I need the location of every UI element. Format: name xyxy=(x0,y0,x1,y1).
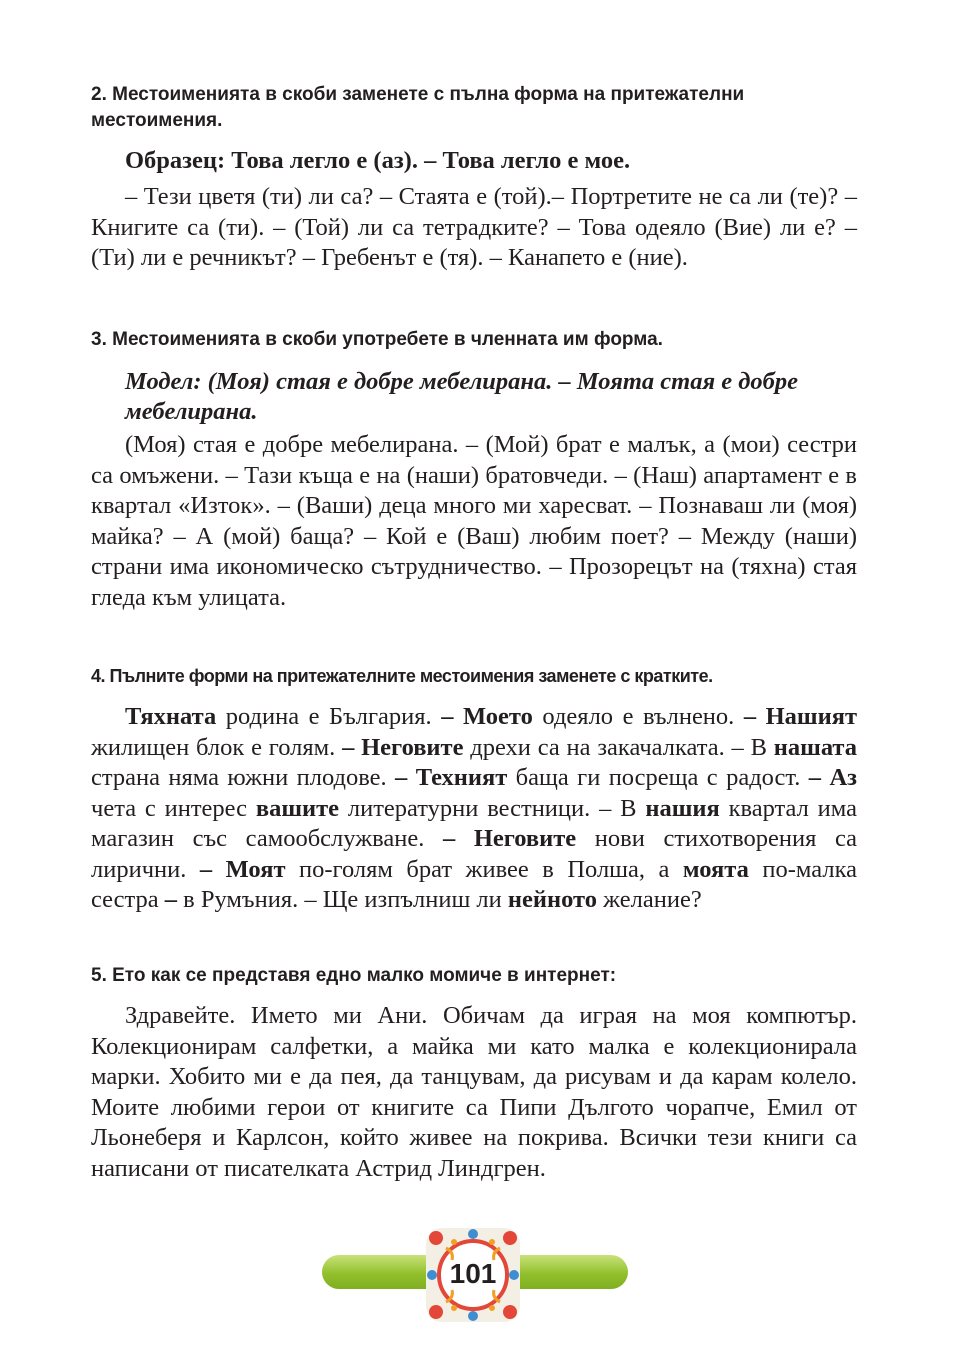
text-segment: баща ги посреща с радост. xyxy=(507,764,809,791)
bold-pronoun: – xyxy=(164,886,178,913)
text-segment: чета с интерес xyxy=(91,794,256,822)
bold-pronoun: – Техният xyxy=(395,764,508,791)
page-number: 101 xyxy=(449,1258,497,1289)
text-segment: страна няма южни плодове. xyxy=(91,764,396,791)
exercise-3-model: Модел: (Моя) стая е добре мебелирана. – Моята стая е добре мебелирана. xyxy=(125,368,798,425)
exercise-2-sample: Образец: Това легло е (аз). – Това легло е мое. xyxy=(125,147,631,174)
text-segment: по-голям брат живее в Полша, а xyxy=(285,855,683,883)
bold-pronoun: – Неговите xyxy=(442,825,577,852)
text-segment: желание? xyxy=(597,886,702,913)
bold-pronoun: Тяхната xyxy=(125,703,217,730)
bold-pronoun: – Аз xyxy=(808,764,857,791)
bold-pronoun: – Моето xyxy=(441,703,533,730)
exercise-4-instruction: 4. Пълните форми на притежателните местоимения заменете с кратките. xyxy=(91,666,713,686)
exercise-3-instruction: 3. Местоименията в скоби употребете в членната им форма. xyxy=(91,329,663,350)
exercise-5-text: Здравейте. Името ми Ани. Обичам да играя на моя компютър. Колекционирам салфетки, а майка ми като малка е колекционирала марки. Хобито ми е да пея, да танцувам, да рисувам и да карам колело. Моите любими герои от книгите са Пипи Дългото чорапче, Емил от Льонеберя и Карлсон, който живее на покрива. Всички тези книги са написани от писателката Астрид Линдгрен. xyxy=(91,1002,857,1182)
exercise-3-text: (Моя) стая е добре мебелирана. – (Мой) брат е малък, а (мои) сестри са омъжени. – Тази къща е на (наши) братовчеди. – (Наш) апартамент е в квартал «Изток». – (Ваши) деца много ми харесват. – Познаваш ли (моя) майка? – А (мой) баща? – Кой е (Ваш) любим поет? – Между (наши) страни има икономическо сътрудничество. – Прозорецът на (тяхна) стая гледа към улицата. xyxy=(91,431,857,611)
text-segment: литературни вестници. – В xyxy=(339,794,646,822)
text-segment: одеяло е вълнено. xyxy=(532,703,744,730)
text-segment: жилищен блок е голям. xyxy=(91,733,343,761)
text-segment: квартал има магазин със самообслужване. xyxy=(91,794,858,852)
bold-pronoun: нейното xyxy=(507,886,598,913)
text-segment: по-малка сестра xyxy=(91,855,857,913)
bold-pronoun: – Нашият xyxy=(743,703,858,730)
exercise-4-text xyxy=(91,702,857,916)
bold-pronoun: моята xyxy=(682,855,749,883)
exercise-2-text: – Тези цветя (ти) ли са? – Стаята е (той).– Портретите не са ли (те)? – Книгите са (ти). – (Той) ли са тетрадките? – Това одеяло (Вие) ли е? – (Ти) ли е речникът? – Гребенът е (тя). – Канапето е (ние). xyxy=(91,183,857,271)
bold-pronoun: вашите xyxy=(255,794,340,822)
exercise-5-instruction: 5. Ето как се представя едно малко момиче в интернет: xyxy=(91,965,617,986)
exercise-2-instruction: 2. Местоименията в скоби заменете с пълна форма на притежателни местоимения. xyxy=(91,84,745,131)
text-segment: родина е България. xyxy=(216,703,442,730)
bold-pronoun: – Неговите xyxy=(342,733,464,761)
bold-pronoun: – Моят xyxy=(199,855,286,883)
bold-pronoun: нашия xyxy=(645,794,720,822)
text-segment: дрехи са на закачалката. – В xyxy=(463,733,774,761)
text-segment: нови стихотворения са лирични. xyxy=(91,825,858,883)
text-segment: в Румъния. – Ще изпълниш ли xyxy=(177,886,508,913)
bold-pronoun: нашата xyxy=(773,733,858,761)
